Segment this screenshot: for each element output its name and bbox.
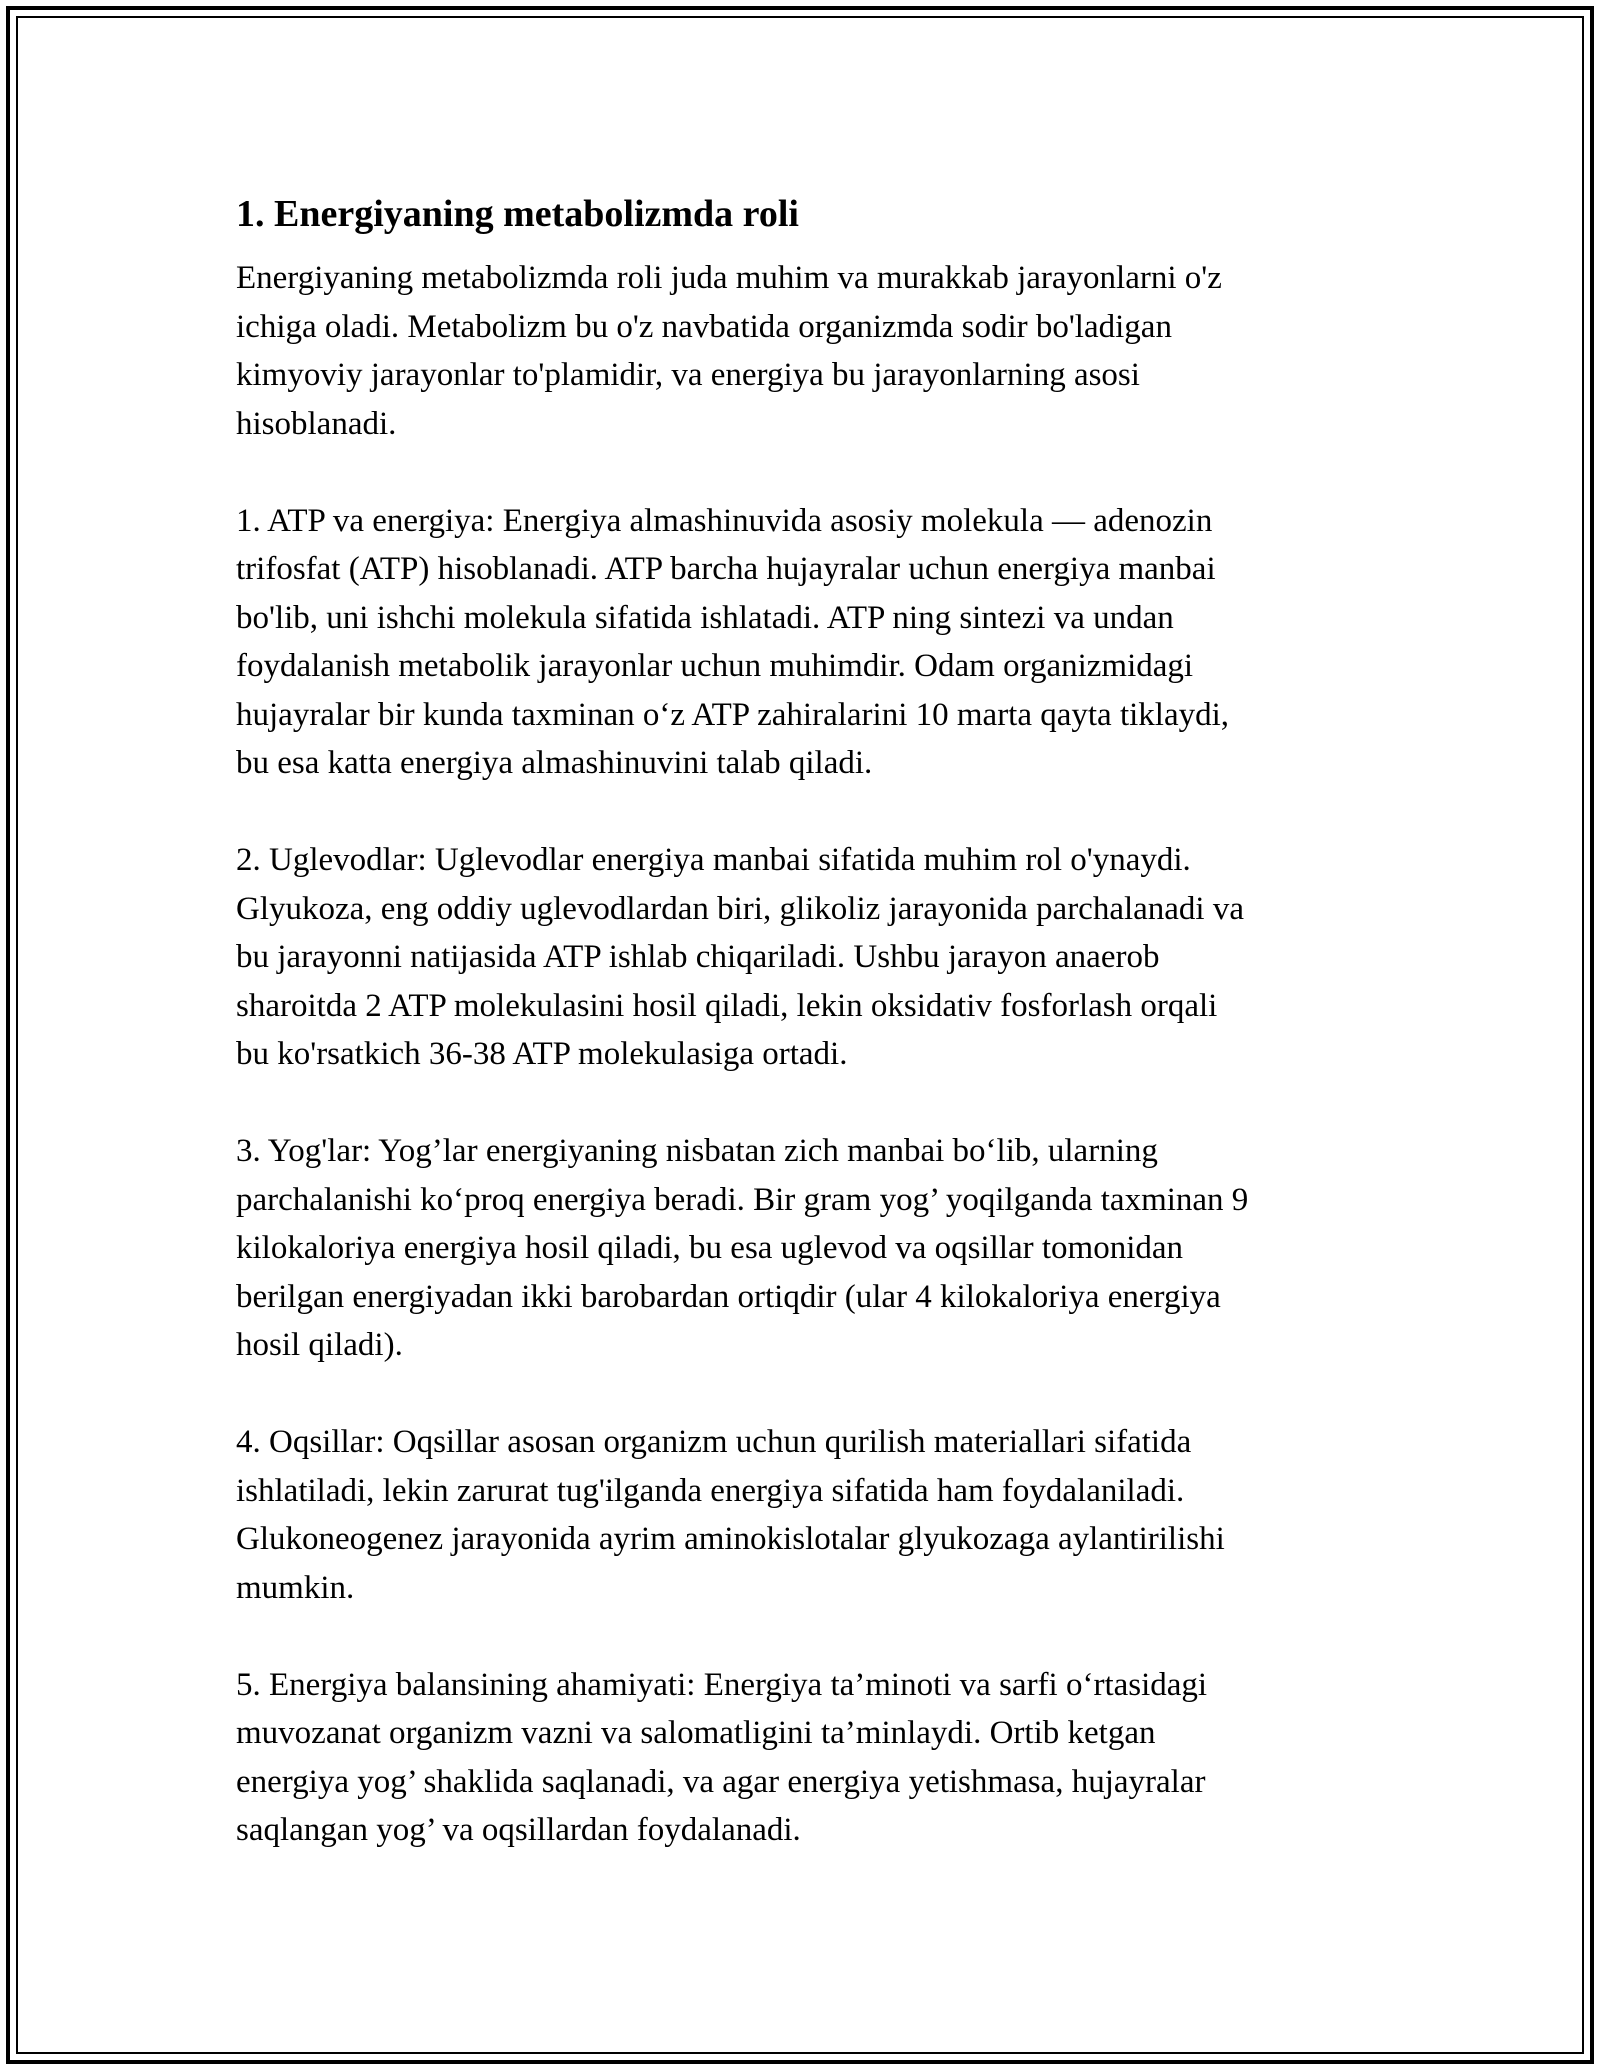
document-body: [236, 186, 1386, 1855]
paragraph-fats: 3. Yog'lar: Yog’lar energiyaning nisbatan zich manbai bo‘lib, ularning parchalanishi ko‘proq energiya beradi. Bir gram yog’ yoqilganda taxminan 9 kilokaloriya energiya hosil qiladi, bu esa uglevod va oqsillar tomonidan berilgan energiyadan ikki barobardan ortiqdir (ular 4 kilokaloriya energiya hosil qiladi).: [236, 1133, 1249, 1363]
paragraph-atp: 1. ATP va energiya: Energiya almashinuvida asosiy molekula — adenozin trifosfat (ATP) hisoblanadi. ATP barcha hujayralar uchun energiya manbai bo'lib, uni ishchi molekula sifatida ishlatadi. ATP ning sintezi va undan foydalanish metabolik jarayonlar uchun muhimdir. Odam organizmidagi hujayralar bir kunda taxminan o‘z ATP zahiralarini 10 marta qayta tiklaydi, bu esa katta energiya almashinuvini talab qiladi.: [236, 502, 1230, 781]
paragraph-proteins: 4. Oqsillar: Oqsillar asosan organizm uchun qurilish materiallari sifatida ishlatiladi, lekin zarurat tug'ilganda energiya sifatida ham foydalaniladi. Glukoneogenez jarayonida ayrim aminokislotalar glyukozaga aylantirilishi mumkin.: [236, 1424, 1225, 1606]
intro-paragraph: Energiyaning metabolizmda roli juda muhim va murakkab jarayonlarni o'z ichiga oladi. Metabolizm bu o'z navbatida organizmda sodir bo'ladigan kimyoviy jarayonlar to'plamidir, va energiya bu jarayonlarning asosi hisoblanadi.: [236, 260, 1222, 442]
paragraph-energy-balance: 5. Energiya balansining ahamiyati: Energiya ta’minoti va sarfi o‘rtasidagi muvozanat organizm vazni va salomatligini ta’minlaydi. Ortib ketgan energiya yog’ shaklida saqlanadi, va agar energiya yetishmasa, hujayralar saqlangan yog’ va oqsillardan foydalanadi.: [236, 1666, 1208, 1848]
paragraph-carbohydrates: 2. Uglevodlar: Uglevodlar energiya manbai sifatida muhim rol o'ynaydi. Glyukoza, eng oddiy uglevodlardan biri, glikoliz jarayonida parchalanadi va bu jarayonni natijasida ATP ishlab chiqariladi. Ushbu jarayon anaerob sharoitda 2 ATP molekulasini hosil qiladi, lekin oksidativ fosforlash orqali bu ko'rsatkich 36-38 ATP molekulasiga ortadi.: [236, 842, 1244, 1072]
section-heading: 1. Energiyaning metabolizmda roli: [236, 193, 799, 235]
